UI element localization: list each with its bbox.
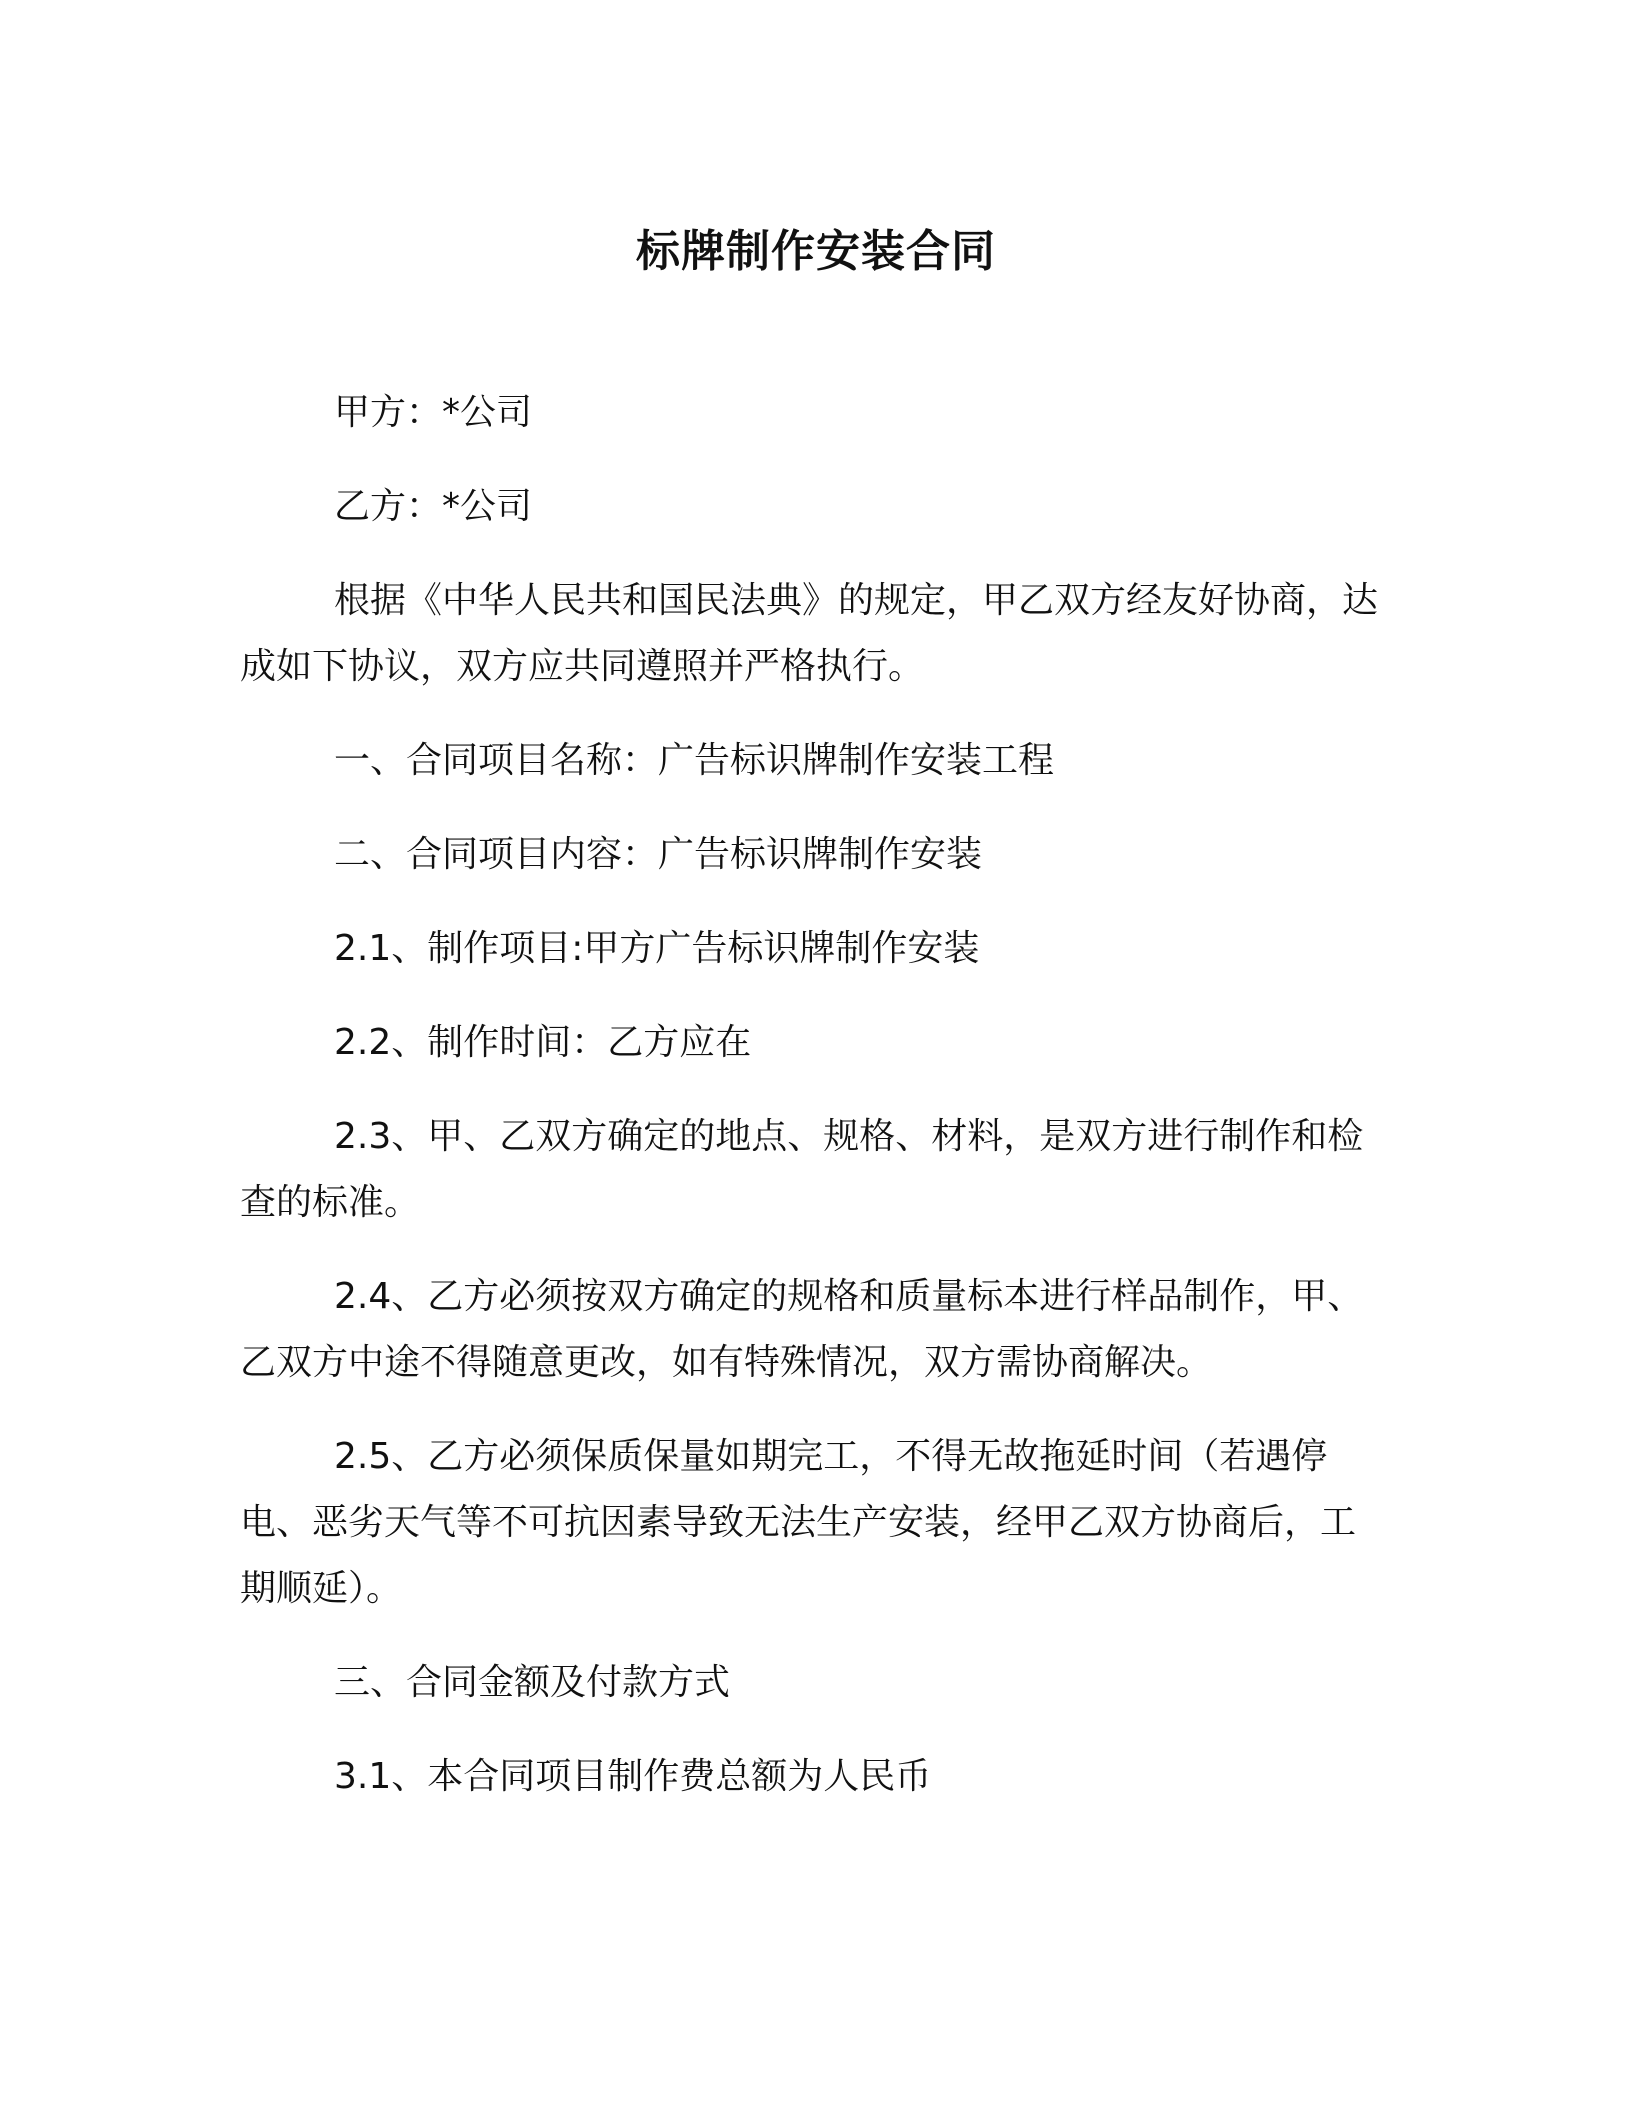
clause-3-1: 3.1、本合同项目制作费总额为人民币 — [334, 1756, 932, 1797]
party-a-line: 甲方：*公司 — [334, 392, 533, 433]
clause-2-1: 2.1、制作项目:甲方广告标识牌制作安装 — [334, 928, 980, 969]
document-body — [240, 380, 1390, 1838]
clause-2-2: 2.2、制作时间：乙方应在 — [334, 1022, 752, 1063]
clause-2-3: 2.3、甲、乙双方确定的地点、规格、材料，是双方进行制作和检查的标准。 — [240, 1116, 1364, 1223]
clause-2-5: 2.5、乙方必须保质保量如期完工，不得无故拖延时间（若遇停电、恶劣天气等不可抗因素导致无法生产安装，经甲乙双方协商后，工期顺延）。 — [240, 1436, 1357, 1609]
document-title: 标牌制作安装合同 — [636, 226, 996, 277]
section-3-heading: 三、合同金额及付款方式 — [334, 1662, 731, 1703]
preamble-paragraph: 根据《中华人民共和国民法典》的规定，甲乙双方经友好协商，达成如下协议，双方应共同遵照并严格执行。 — [240, 580, 1379, 687]
clause-2-4: 2.4、乙方必须按双方确定的规格和质量标本进行样品制作，甲、乙双方中途不得随意更改，如有特殊情况，双方需协商解决。 — [240, 1276, 1364, 1383]
section-2-heading: 二、合同项目内容：广告标识牌制作安装 — [334, 834, 983, 875]
party-b-line: 乙方：*公司 — [334, 486, 533, 527]
section-1-heading: 一、合同项目名称：广告标识牌制作安装工程 — [334, 740, 1055, 781]
